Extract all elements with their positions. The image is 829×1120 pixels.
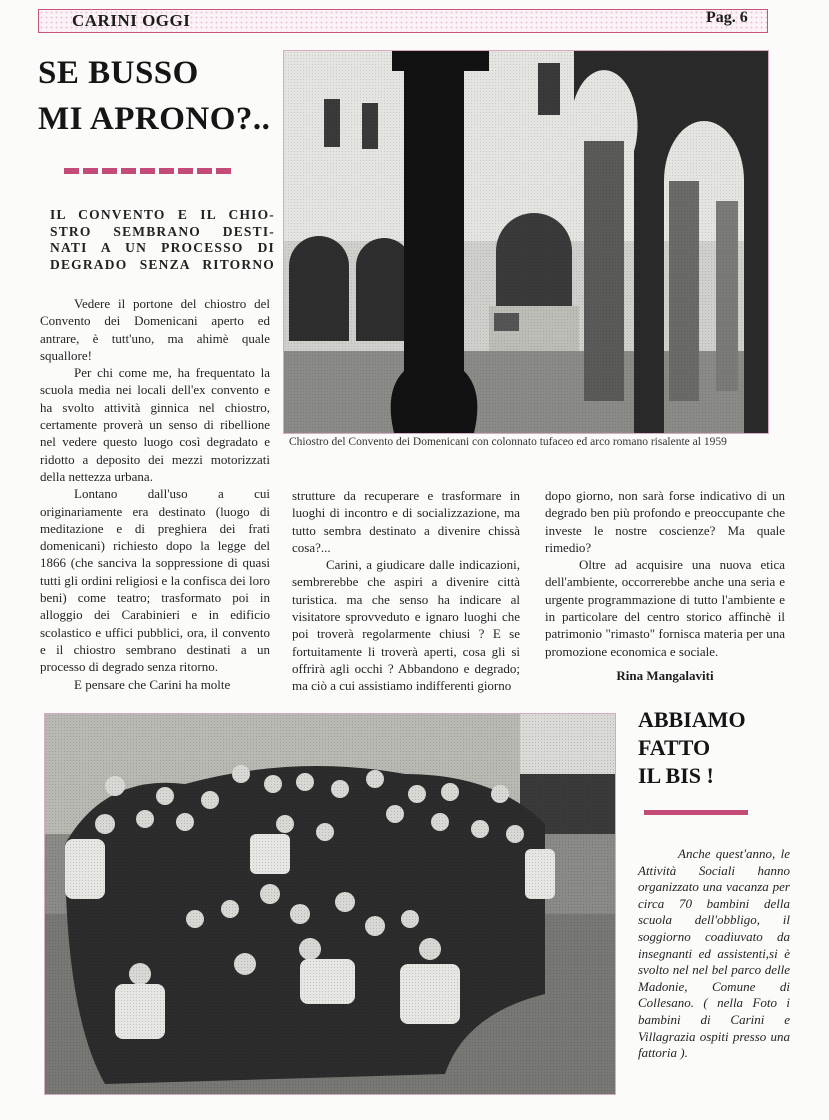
paragraph: E pensare che Carini ha molte — [74, 676, 231, 692]
headline-line: FATTO — [638, 735, 711, 760]
photo-caption: Chiostro del Convento dei Domenicani con colonnato tufaceo ed arco romano risalente al 1959 — [289, 436, 727, 448]
subhead-line: NATI A UN PROCESSO DI — [50, 240, 275, 255]
decorative-dash-divider — [64, 168, 231, 174]
cloister-photo — [283, 50, 769, 434]
headline-line: IL BIS ! — [638, 763, 714, 788]
article-subheading — [50, 207, 275, 273]
article-column-1 — [40, 295, 270, 693]
dash — [102, 168, 117, 174]
subhead-line: DEGRADO SENZA RITORNO — [50, 256, 275, 272]
dash — [64, 168, 79, 174]
paragraph: Vedere il portone del chiostro del Convento dei Domenicani aperto ed antrare, è tutt'uno, ma ahimè quale squallore! — [40, 296, 270, 363]
paragraph: dopo giorno, non sarà forse indicativo di un degrado ben più profondo e preoccupante che investe le nostre coscienze? Ma quale rimedio? — [545, 488, 785, 555]
article-column-3 — [545, 487, 785, 660]
group-photo — [44, 713, 616, 1095]
article-2-body — [638, 846, 790, 1062]
paragraph: strutture da recuperare e trasformare in luoghi di incontro e di socializzazione, ma tutto sembra destinato a divenire chissà cosa?... — [292, 488, 520, 555]
decorative-bar-divider — [644, 810, 748, 815]
article-headline — [38, 50, 283, 142]
publication-title: CARINI OGGI — [72, 11, 191, 30]
dash — [197, 168, 212, 174]
article-column-2 — [292, 487, 520, 695]
subhead-line: IL CONVENTO E IL CHIO- — [50, 207, 275, 222]
dash — [216, 168, 231, 174]
article-2-headline — [638, 706, 808, 790]
cloister-photo-illustration — [284, 51, 768, 433]
subhead-line: STRO SEMBRANO DESTI- — [50, 223, 275, 239]
dash — [178, 168, 193, 174]
dash — [121, 168, 136, 174]
author-byline: Rina Mangalaviti — [616, 668, 714, 683]
paragraph: Anche quest'anno, le Attività Sociali hanno organizzato una vacanza per circa 70 bambini della scuola dell'obbligo, il soggiorno coadiuvato da insegnanti ed assistenti,si è svolto nel nel bel parco delle Madonie, Comune di Collesano. ( nella Foto i bambini di Carini e Villagrazia ospiti presso una fattoria ). — [638, 846, 790, 1061]
paragraph: Oltre ad acquisire una nuova etica dell'ambiente, occorrerebbe anche una seria e urgente programmazione di tutto l'ambiente e in particolare del centro storico affinchè il patrimonio "rimasto" fornisca materia per una promozione economica e sociale. — [545, 557, 785, 659]
paragraph: Carini, a giudicare dalle indicazioni, sembrerebbe che aspiri a divenire città turistica. ma che senso ha indicare al visitatore sprovveduto e ignaro luoghi che poi troverà regolarmente chiusi ? E se fortuitamente li troverà aperti, cosa gli si offrirà agli occhi ? Abbandono e degrado; ma ciò a cui assistiamo indifferenti giorno — [292, 557, 520, 694]
group-photo-illustration — [45, 714, 615, 1094]
page-number: Pag. 6 — [706, 9, 748, 26]
headline-line: SE BUSSO — [38, 55, 199, 91]
paragraph: Lontano dall'uso a cui originariamente era destinato (luogo di meditazione e di preghiera dei frati domenicani) richiesto dopo la legge del 1866 (che sanciva la soppressione di quasi tutti gli ordini religiosi e la confisca dei loro beni) come teatro; trasformato poi in alloggio dei Carabinieri e in edificio scolastico e uffici pubblici, ora, il convento e il chiostro sembrano destinati a un processo di degrado senza ritorno. — [40, 486, 270, 675]
dash — [83, 168, 98, 174]
headline-line: ABBIAMO — [638, 707, 746, 732]
headline-line: MI APRONO?.. — [38, 101, 271, 137]
dash — [159, 168, 174, 174]
dash — [140, 168, 155, 174]
paragraph: Per chi come me, ha frequentato la scuola media nei locali dell'ex convento e ha svolto attività ginnica nel chiostro, certamente proverà un senso di ribellione nel vedere questo luogo così degradato e ridotto a deposito dei mezzi motorizzati della nettezza urbana. — [40, 365, 270, 484]
